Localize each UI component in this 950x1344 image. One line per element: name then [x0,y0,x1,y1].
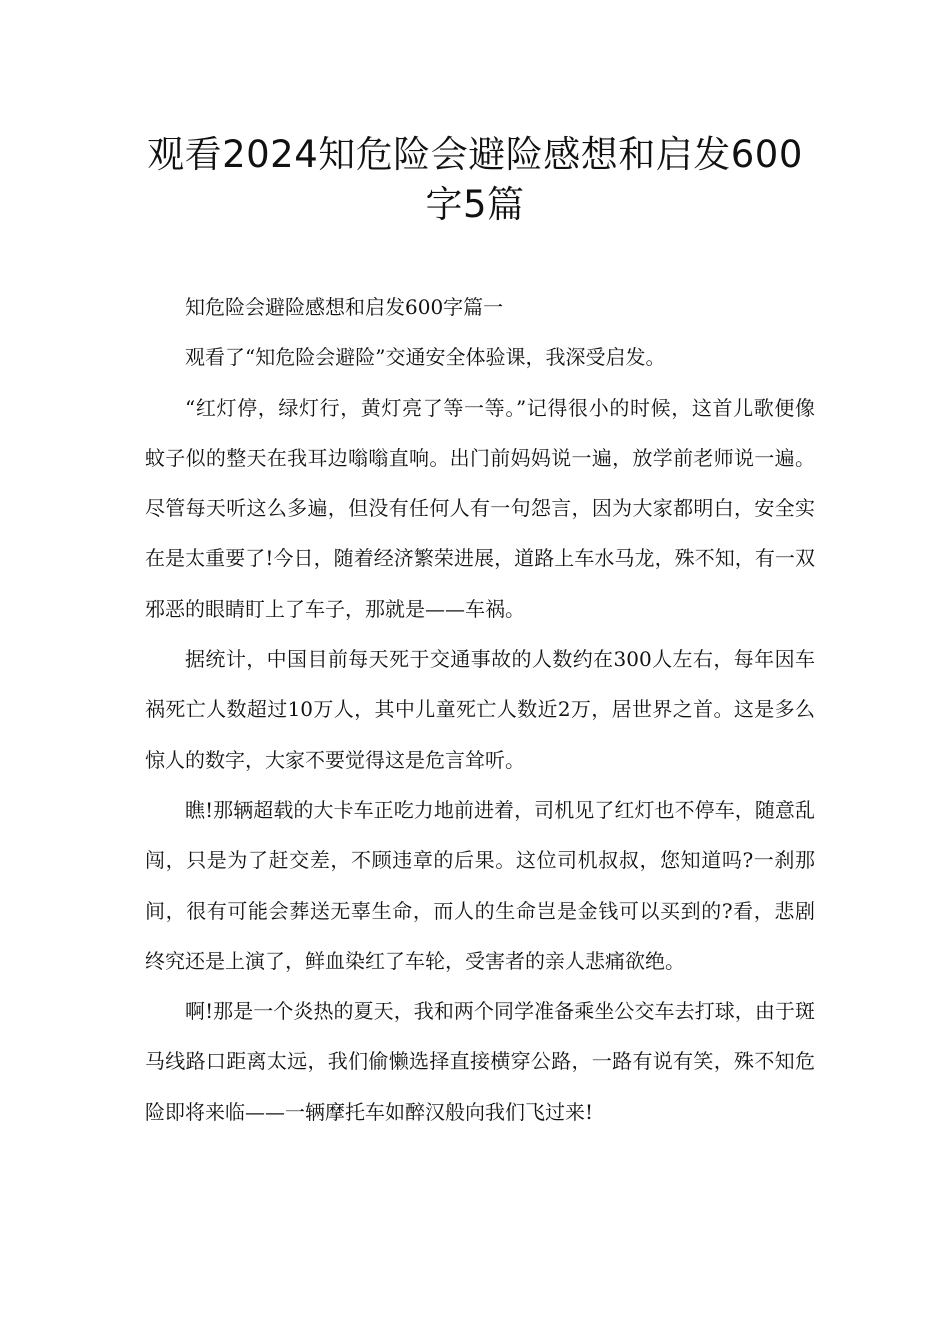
paragraph: “红灯停，绿灯行，黄灯亮了等一等。”记得很小的时候，这首儿歌便像蚊子似的整天在我耳边嗡嗡直响。出门前妈妈说一遍，放学前老师说一遍。尽管每天听这么多遍，但没有任何人有一句怨言，因为大家都明白，安全实在是太重要了!今日，随着经济繁荣进展，道路上车水马龙，殊不知，有一双邪恶的眼睛盯上了车子，那就是——车祸。 [145,395,815,621]
document-title-line-1: 观看2024知危险会避险感想和启发600 [147,133,803,176]
paragraph: 据统计，中国目前每天死于交通事故的人数约在300人左右，每年因车祸死亡人数超过10万人，其中儿童死亡人数近2万，居世界之首。这是多么惊人的数字，大家不要觉得这是危言耸听。 [145,647,815,772]
document-body [145,282,815,1137]
document-title-line-2: 字5篇 [425,183,525,226]
paragraph: 观看了“知危险会避险”交通安全体验课，我深受启发。 [185,345,666,370]
section-heading: 知危险会避险感想和启发600字篇一 [185,295,504,319]
paragraph: 啊!那是一个炎热的夏天，我和两个同学准备乘坐公交车去打球，由于斑马线路口距离太远，我们偷懒选择直接横穿公路，一路有说有笑，殊不知危险即将来临——一辆摩托车如醉汉般向我们飞过来! [145,999,815,1124]
paragraph: 瞧!那辆超载的大卡车正吃力地前进着，司机见了红灯也不停车，随意乱闯，只是为了赶交差，不顾违章的后果。这位司机叔叔，您知道吗?一刹那间，很有可能会葬送无辜生命，而人的生命岂是金钱可以买到的?看，悲剧终究还是上演了，鲜血染红了车轮，受害者的亲人悲痛欲绝。 [145,797,815,973]
